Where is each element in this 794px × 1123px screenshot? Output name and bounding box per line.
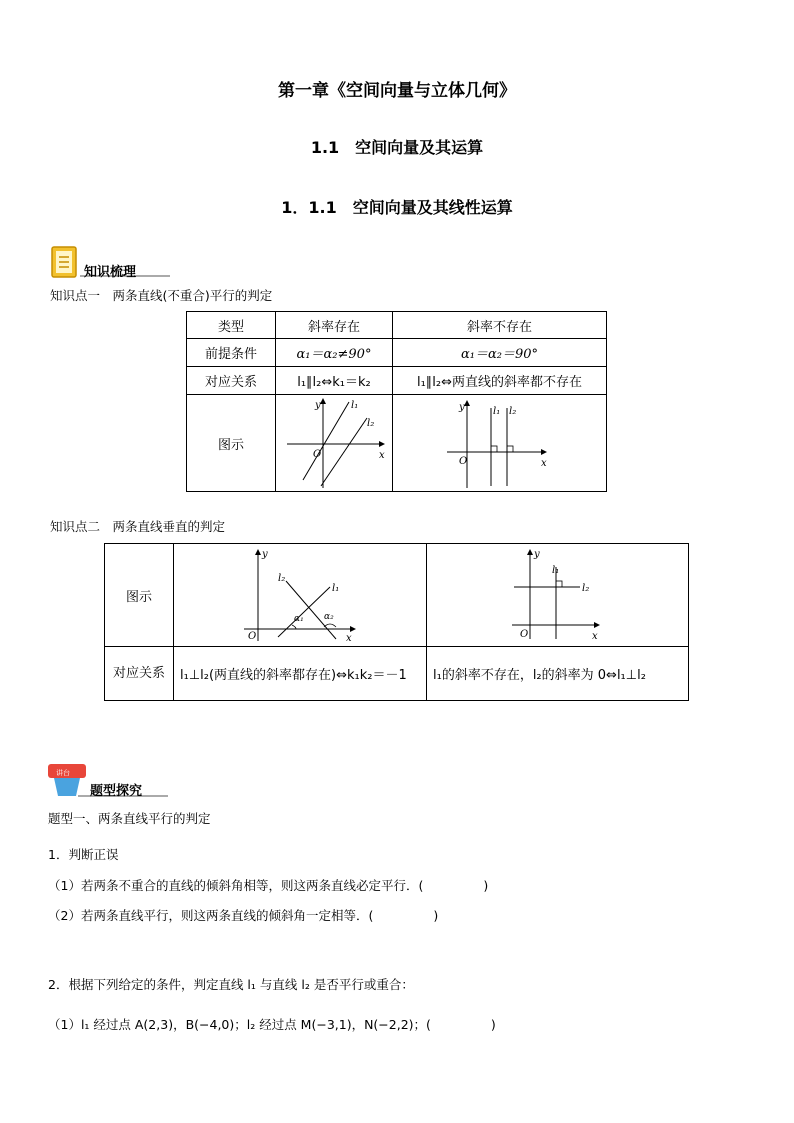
relation-slope-none: l₁∥l₂⇔两直线的斜率都不存在	[393, 367, 607, 395]
q2-item1	[48, 1015, 496, 1033]
figure-slopes-exist	[174, 544, 427, 647]
figure-slope-none	[427, 544, 689, 647]
section-title: 1.1 空间向量及其运算	[310, 138, 484, 157]
relation-slopes-exist: l₁⊥l₂(两直线的斜率都存在)⇔k₁k₂＝－1	[174, 647, 427, 701]
premise-slope-none: α₁＝α₂＝90°	[393, 339, 607, 367]
subsection-title: 1．1.1 空间向量及其线性运算	[281, 198, 513, 217]
alpha2-label: α₂	[324, 612, 334, 622]
parallel-lines-graph	[279, 396, 389, 490]
origin-label: O	[458, 456, 467, 467]
figure-slope-none	[393, 395, 607, 492]
x-axis-label: x	[346, 633, 352, 643]
l2-label: l₂	[508, 406, 516, 417]
l1-label: l₁	[551, 565, 559, 576]
point2-title: 知识点二 两条直线垂直的判定	[50, 519, 226, 534]
q1-head: 1．判断正误	[48, 847, 119, 862]
figure-slope-exists	[276, 395, 393, 492]
parallel-table	[186, 311, 607, 492]
perpendicular-axes-graph	[508, 547, 608, 643]
close-paren: )	[490, 1017, 496, 1032]
close-paren: )	[483, 878, 489, 893]
header-slope-exists: 斜率存在	[276, 312, 393, 339]
point1-title: 知识点一 两条直线(不重合)平行的判定	[50, 288, 273, 303]
close-paren: )	[433, 908, 439, 923]
podium-text: 讲台	[56, 769, 70, 777]
premise-slope-exists: α₁＝α₂≠90°	[276, 339, 393, 367]
header-slope-none: 斜率不存在	[393, 312, 607, 339]
perpendicular-slopes-graph	[240, 547, 360, 643]
row-figure-label: 图示	[105, 544, 174, 647]
x-axis-label: x	[591, 631, 598, 642]
l2-label: l₂	[367, 418, 375, 429]
l2-label: l₂	[581, 583, 589, 594]
y-axis-label: y	[262, 549, 268, 560]
explore-banner-label: 题型探究	[90, 784, 143, 799]
vertical-lines-graph	[445, 396, 555, 490]
chapter-title: 第一章《空间向量与立体几何》	[278, 81, 516, 101]
row-premise-label: 前提条件	[187, 339, 276, 367]
origin-label: O	[313, 449, 322, 460]
perpendicular-table	[104, 543, 689, 701]
q1-item1-text: （1）若两条不重合的直线的倾斜角相等，则这两条直线必定平行．(	[48, 878, 424, 893]
x-axis-label: x	[379, 450, 385, 461]
x-axis-label: x	[540, 458, 547, 469]
row-figure-label: 图示	[187, 395, 276, 492]
q1-item2-text: （2）若两条直线平行，则这两条直线的倾斜角一定相等．(	[48, 908, 374, 923]
header-type: 类型	[187, 312, 276, 339]
row-relation-label: 对应关系	[105, 647, 174, 701]
q1-item2	[48, 906, 438, 924]
l2-label: l₂	[278, 573, 286, 584]
knowledge-banner-label: 知识梳理	[84, 265, 137, 280]
relation-slope-none: l₁的斜率不存在，l₂的斜率为 0⇔l₁⊥l₂	[427, 647, 689, 701]
origin-label: O	[248, 631, 257, 642]
q2-head: 2．根据下列给定的条件，判定直线 l₁ 与直线 l₂ 是否平行或重合：	[48, 977, 414, 992]
relation-slope-exists: l₁∥l₂⇔k₁＝k₂	[276, 367, 393, 395]
type1-title: 题型一、两条直线平行的判定	[48, 811, 211, 826]
q1-item1	[48, 876, 488, 894]
y-axis-label: y	[315, 400, 321, 411]
row-relation-label: 对应关系	[187, 367, 276, 395]
l1-label: l₁	[351, 400, 359, 411]
origin-label: O	[519, 629, 528, 640]
y-axis-label: y	[458, 402, 465, 413]
l1-label: l₁	[492, 406, 500, 417]
q2-item1-text: （1）l₁ 经过点 A(2,3)，B(−4,0)；l₂ 经过点 M(−3,1)，N(−2,2)；(	[48, 1017, 431, 1032]
alpha1-label: α₁	[294, 614, 304, 624]
l1-label: l₁	[332, 583, 340, 594]
y-axis-label: y	[533, 549, 540, 560]
